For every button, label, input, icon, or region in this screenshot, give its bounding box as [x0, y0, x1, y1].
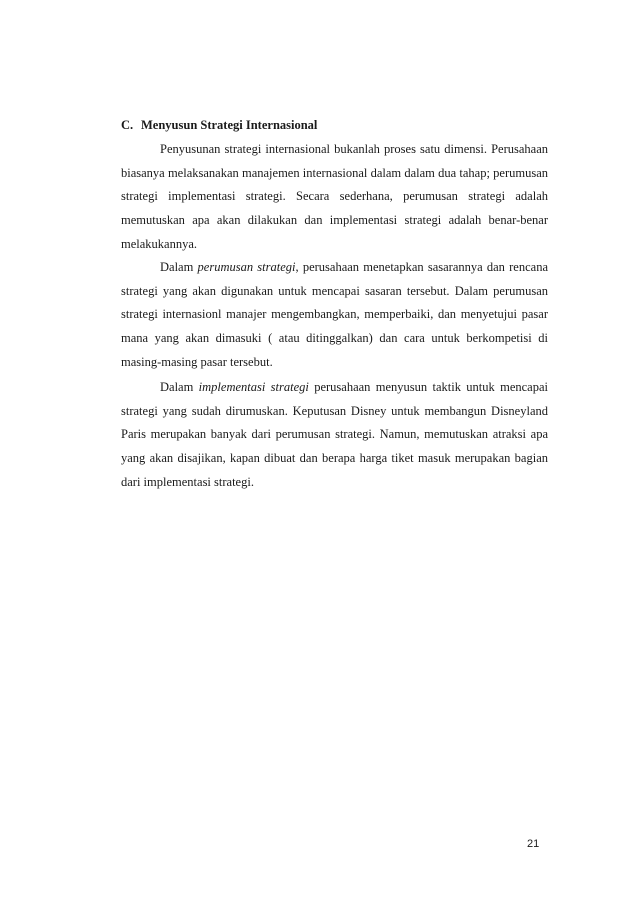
paragraph-2 — [121, 256, 548, 375]
paragraph-3-body: perusahaan menyusun taktik untuk mencapai strategi yang sudah dirumuskan. Keputusan Disney untuk membangun Disneyland Paris merupakan banyak dari perumusan strategi. Namun, memutuskan atraksi apa yang akan disajikan, kapan dibuat dan berapa harga tiket masuk merupakan bagian dari implementasi strategi. — [121, 380, 549, 489]
paragraph-3 — [121, 376, 548, 495]
section-heading — [121, 118, 317, 133]
paragraph-2-body: , perusahaan menetapkan sasarannya dan rencana strategi yang akan digunakan untuk mencapai sasaran tersebut. Dalam perumusan strategi internasionl manajer mengembangkan, memperbaiki, dan menyetujui pasar mana yang akan dimasuki ( atau ditinggalkan) dan cara untuk berkompetisi di masing-masing pasar tersebut. — [121, 260, 548, 369]
paragraph-1: Penyusunan strategi internasional bukanlah proses satu dimensi. Perusahaan biasanya melaksanakan manajemen internasional dalam dalam dua tahap; perumusan strategi implementasi strategi. Secara sederhana, perumusan strategi adalah memutuskan apa akan dilakukan dan implementasi strategi adalah benar-benar melakukannya. — [121, 142, 548, 251]
paragraph-3-lead: Dalam — [160, 380, 199, 394]
paragraph-3-emphasis: implementasi strategi — [198, 380, 309, 394]
paragraph-2-lead: Dalam — [160, 260, 198, 274]
section-title: Menyusun Strategi Internasional — [141, 118, 318, 132]
section-letter: C. — [121, 118, 134, 132]
paragraph-2-emphasis: perumusan strategi — [197, 260, 296, 274]
page-number: 21 — [527, 838, 540, 850]
